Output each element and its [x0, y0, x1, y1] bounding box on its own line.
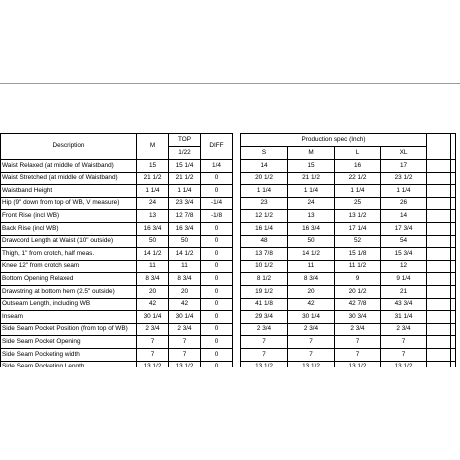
cell-extra: [427, 172, 456, 185]
cell-top: 21 1/2: [169, 172, 201, 185]
cell-diff: -1/4: [201, 197, 233, 210]
cell-sm: 7: [288, 336, 335, 349]
column-separator: [233, 248, 241, 261]
column-separator: [233, 298, 241, 311]
column-separator: [233, 323, 241, 336]
cell-m: 1 1/4: [137, 185, 169, 198]
cell-diff: 0: [201, 260, 233, 273]
cell-desc: Knee 12" from crotch seam: [1, 260, 137, 273]
cell-diff: 0: [201, 185, 233, 198]
cell-sm: 13: [288, 210, 335, 223]
cell-extra: [427, 348, 456, 361]
cell-s: 13 7/8: [241, 248, 288, 261]
cell-extra: [427, 160, 456, 173]
cell-top: 30 1/4: [169, 311, 201, 324]
header-size-s: S: [241, 147, 288, 160]
table-row: [1, 260, 456, 273]
cell-diff: 1/4: [201, 160, 233, 173]
cell-sm: 1 1/4: [288, 185, 335, 198]
cell-desc: Waist Relaxed (at middle of Waistband): [1, 160, 137, 173]
cell-diff: 0: [201, 298, 233, 311]
cell-top: 16 3/4: [169, 222, 201, 235]
cell-m: 16 3/4: [137, 222, 169, 235]
cell-s: 41 1/8: [241, 298, 288, 311]
column-separator: [233, 311, 241, 324]
cell-diff: 0: [201, 235, 233, 248]
cell-l: 42 7/8: [335, 298, 381, 311]
cell-desc: Drawcord Length at Waist (10" outside): [1, 235, 137, 248]
cell-xl: 23 1/2: [381, 172, 427, 185]
column-separator: [233, 285, 241, 298]
column-separator: [233, 172, 241, 185]
cell-diff: 0: [201, 323, 233, 336]
cell-top: 7: [169, 348, 201, 361]
table-row: [1, 248, 456, 261]
cell-l: 17 1/4: [335, 222, 381, 235]
cell-l: 30 3/4: [335, 311, 381, 324]
table-row: [1, 285, 456, 298]
cell-desc: Back Rise (incl WB): [1, 222, 137, 235]
table-row: [1, 185, 456, 198]
header-production-spec: Production spec (Inch): [241, 134, 427, 147]
cell-sm: 14 1/2: [288, 248, 335, 261]
header-extra: [427, 134, 456, 160]
cell-extra: [427, 235, 456, 248]
cell-desc: Side Seam Pocket Opening: [1, 336, 137, 349]
table-row: [1, 210, 456, 223]
cell-xl: 12: [381, 260, 427, 273]
cell-desc: Inseam: [1, 311, 137, 324]
cell-xl: 43 3/4: [381, 298, 427, 311]
cell-xl: 26: [381, 197, 427, 210]
cell-desc: Outseam Length, including WB: [1, 298, 137, 311]
right-border: [450, 133, 451, 367]
cell-s: 19 1/2: [241, 285, 288, 298]
cell-s: 7: [241, 348, 288, 361]
cell-desc: Thigh, 1" from crotch, half meas.: [1, 248, 137, 261]
cell-m: 7: [137, 348, 169, 361]
cell-sm: 50: [288, 235, 335, 248]
cell-top: 14 1/2: [169, 248, 201, 261]
cell-m: 8 3/4: [137, 273, 169, 286]
cell-extra: [427, 336, 456, 349]
spec-table: [0, 133, 456, 394]
cell-extra: [427, 323, 456, 336]
cell-desc: Front Rise (incl WB): [1, 210, 137, 223]
cell-diff: 0: [201, 273, 233, 286]
column-separator: [233, 160, 241, 173]
cell-sm: 42: [288, 298, 335, 311]
cell-s: 7: [241, 336, 288, 349]
cell-desc: Waistband Height: [1, 185, 137, 198]
cell-top: 2 3/4: [169, 323, 201, 336]
cell-l: 7: [335, 336, 381, 349]
cell-l: 22 1/2: [335, 172, 381, 185]
cell-top: 7: [169, 336, 201, 349]
cell-diff: 0: [201, 348, 233, 361]
table-body: [1, 160, 456, 394]
column-separator: [233, 134, 241, 160]
cell-l: 13 1/2: [335, 210, 381, 223]
cell-desc: Bottom Opening Relaxed: [1, 273, 137, 286]
cell-top: 11: [169, 260, 201, 273]
header-top-sub: 1/22: [169, 147, 201, 160]
cell-diff: -1/8: [201, 210, 233, 223]
column-separator: [233, 197, 241, 210]
cell-m: 24: [137, 197, 169, 210]
cell-l: 52: [335, 235, 381, 248]
cell-l: 16: [335, 160, 381, 173]
table-row: [1, 348, 456, 361]
cell-m: 13: [137, 210, 169, 223]
cell-m: 7: [137, 336, 169, 349]
table-row: [1, 311, 456, 324]
table-row: [1, 222, 456, 235]
cell-desc: Drawstring at bottom hem (2.5" outside): [1, 285, 137, 298]
cell-sm: 21 1/2: [288, 172, 335, 185]
cell-extra: [427, 197, 456, 210]
cell-top: 20: [169, 285, 201, 298]
cell-extra: [427, 222, 456, 235]
cell-diff: 0: [201, 336, 233, 349]
cell-extra: [427, 185, 456, 198]
column-separator: [233, 210, 241, 223]
header-top: TOP: [169, 134, 201, 147]
table-row: [1, 235, 456, 248]
cell-desc: Hip (9" down from top of WB, V measure): [1, 197, 137, 210]
cell-s: 20 1/2: [241, 172, 288, 185]
cell-diff: 0: [201, 311, 233, 324]
cell-xl: 54: [381, 235, 427, 248]
cell-m: 21 1/2: [137, 172, 169, 185]
header-size-m: M: [288, 147, 335, 160]
header-row-1: [1, 134, 456, 147]
column-separator: [233, 260, 241, 273]
cell-m: 2 3/4: [137, 323, 169, 336]
cell-extra: [427, 273, 456, 286]
cell-desc: Side Seam Pocket Position (from top of WB): [1, 323, 137, 336]
cell-sm: 11: [288, 260, 335, 273]
table-row: [1, 323, 456, 336]
top-divider: [0, 83, 460, 84]
cell-xl: 9 1/4: [381, 273, 427, 286]
cell-s: 16 1/4: [241, 222, 288, 235]
cell-m: 50: [137, 235, 169, 248]
page-bottom: [0, 367, 460, 460]
cell-s: 23: [241, 197, 288, 210]
cell-top: 42: [169, 298, 201, 311]
column-separator: [233, 336, 241, 349]
column-separator: [233, 222, 241, 235]
cell-sm: 8 3/4: [288, 273, 335, 286]
cell-sm: 24: [288, 197, 335, 210]
header-description: Description: [1, 134, 137, 160]
cell-extra: [427, 298, 456, 311]
cell-extra: [427, 285, 456, 298]
cell-l: 11 1/2: [335, 260, 381, 273]
cell-top: 23 3/4: [169, 197, 201, 210]
cell-diff: 0: [201, 248, 233, 261]
table-row: [1, 172, 456, 185]
column-separator: [233, 235, 241, 248]
cell-s: 29 3/4: [241, 311, 288, 324]
cell-m: 20: [137, 285, 169, 298]
header-m: M: [137, 134, 169, 160]
table-row: [1, 273, 456, 286]
cell-desc: Side Seam Pocketing width: [1, 348, 137, 361]
cell-xl: 2 3/4: [381, 323, 427, 336]
cell-top: 8 3/4: [169, 273, 201, 286]
table-row: [1, 336, 456, 349]
cell-xl: 15 3/4: [381, 248, 427, 261]
table-row: [1, 160, 456, 173]
cell-s: 8 1/2: [241, 273, 288, 286]
cell-m: 30 1/4: [137, 311, 169, 324]
column-separator: [233, 185, 241, 198]
cell-top: 12 7/8: [169, 210, 201, 223]
cell-sm: 2 3/4: [288, 323, 335, 336]
cell-diff: 0: [201, 222, 233, 235]
cell-xl: 7: [381, 348, 427, 361]
cell-sm: 7: [288, 348, 335, 361]
cell-l: 7: [335, 348, 381, 361]
cell-m: 42: [137, 298, 169, 311]
column-separator: [233, 348, 241, 361]
cell-s: 48: [241, 235, 288, 248]
cell-m: 14 1/2: [137, 248, 169, 261]
table-row: [1, 197, 456, 210]
cell-extra: [427, 210, 456, 223]
cell-xl: 17: [381, 160, 427, 173]
cell-m: 15: [137, 160, 169, 173]
cell-xl: 17 3/4: [381, 222, 427, 235]
cell-extra: [427, 260, 456, 273]
cell-s: 12 1/2: [241, 210, 288, 223]
cell-l: 15 1/8: [335, 248, 381, 261]
cell-s: 10 1/2: [241, 260, 288, 273]
cell-sm: 16 3/4: [288, 222, 335, 235]
cell-l: 20 1/2: [335, 285, 381, 298]
header-diff: DIFF: [201, 134, 233, 160]
cell-s: 14: [241, 160, 288, 173]
table-row: [1, 298, 456, 311]
cell-s: 2 3/4: [241, 323, 288, 336]
header-size-xl: XL: [381, 147, 427, 160]
cell-top: 50: [169, 235, 201, 248]
cell-m: 11: [137, 260, 169, 273]
cell-xl: 21: [381, 285, 427, 298]
cell-top: 15 1/4: [169, 160, 201, 173]
cell-l: 25: [335, 197, 381, 210]
cell-sm: 15: [288, 160, 335, 173]
cell-l: 9: [335, 273, 381, 286]
cell-s: 1 1/4: [241, 185, 288, 198]
cell-xl: 14: [381, 210, 427, 223]
cell-diff: 0: [201, 172, 233, 185]
cell-xl: 1 1/4: [381, 185, 427, 198]
cell-l: 1 1/4: [335, 185, 381, 198]
cell-sm: 30 1/4: [288, 311, 335, 324]
header-size-l: L: [335, 147, 381, 160]
cell-extra: [427, 248, 456, 261]
cell-xl: 7: [381, 336, 427, 349]
cell-sm: 20: [288, 285, 335, 298]
cell-top: 1 1/4: [169, 185, 201, 198]
cell-diff: 0: [201, 285, 233, 298]
column-separator: [233, 273, 241, 286]
cell-xl: 31 1/4: [381, 311, 427, 324]
cell-extra: [427, 311, 456, 324]
cell-l: 2 3/4: [335, 323, 381, 336]
cell-desc: Waist Stretched (at middle of Waistband): [1, 172, 137, 185]
